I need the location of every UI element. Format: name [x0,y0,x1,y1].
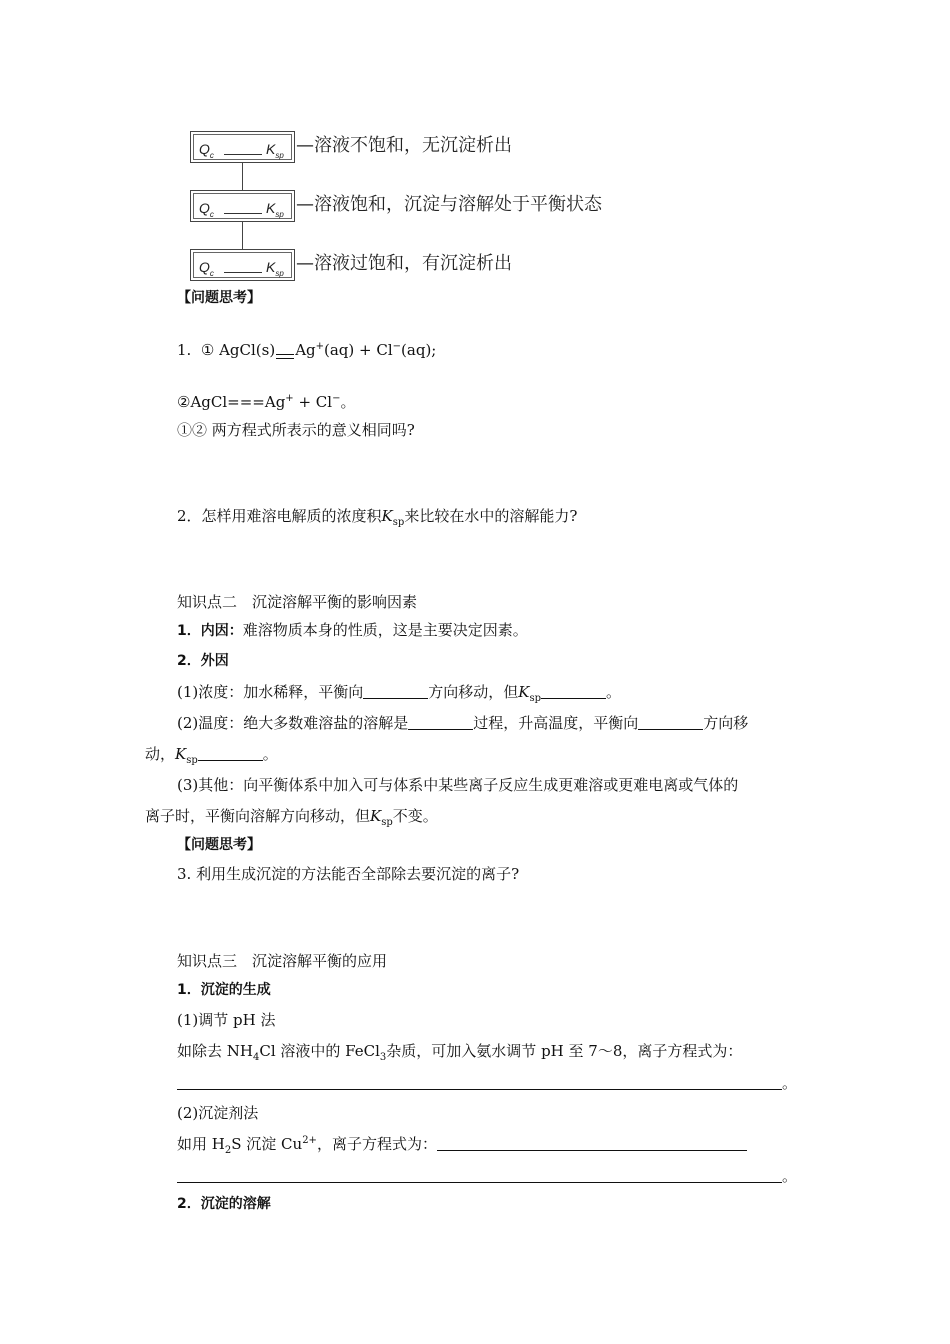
section-2-item-2: 2．外因 [177,653,229,669]
fill-blank[interactable] [541,684,606,699]
diagram-connector [242,163,243,191]
fill-blank[interactable] [437,1136,747,1151]
fill-blank[interactable] [363,684,428,699]
fill-blank[interactable] [408,715,473,730]
question-heading: 【问题思考】 [177,837,261,853]
diagram-box-3: $Q_c$ $K_{sp}$ [190,249,295,281]
diagram-text-3: —溶液过饱和，有沉淀析出 [296,253,512,274]
section-2-temperature: (2)温度：绝大多数难溶盐的溶解是 过程，升高温度，平衡向 方向移 [177,714,749,732]
section-3-item-1: 1．沉淀的生成 [177,982,271,998]
question-3-text: 3. 利用生成沉淀的方法能否全部除去要沉淀的离子? [177,865,520,883]
section-3-precipitant-example: 如用 $H_2S$ 沉淀 $Cu^{2+}$，离子方程式为： [177,1134,747,1154]
fill-blank[interactable] [198,746,263,761]
section-3-precipitant-method: (2)沉淀剂法 [177,1104,259,1122]
diagram-connector [242,222,243,250]
section-2-title: 知识点二 沉淀溶解平衡的影响因素 [177,593,418,611]
question-1-equation-2: ②AgCl===Ag+ + Cl−。 [177,393,356,411]
diagram-box-1: $Q_c$ $K_{sp}$ [190,131,295,163]
section-2-concentration: (1)浓度：加水稀释，平衡向 方向移动，但$K_{sp}$ 。 [177,683,622,704]
section-2-item-1: 1．内因：难溶物质本身的性质，这是主要决定因素。 [177,621,528,639]
section-2-temperature-cont: 动，$K_{sp}$ 。 [145,745,278,766]
fill-blank[interactable] [638,715,703,730]
fill-blank[interactable] [177,1075,782,1090]
section-3-item-2: 2．沉淀的溶解 [177,1196,271,1212]
section-3-title: 知识点三 沉淀溶解平衡的应用 [177,952,388,970]
section-2-other: (3)其他：向平衡体系中加入可与体系中某些离子反应生成更难溶或更难电离或气体的 [177,776,739,794]
fill-blank[interactable] [177,1168,782,1183]
question-1-equation-1: 1. ① AgCl(s) Ag+(aq) + Cl−(aq); [177,341,437,359]
section-3-ph-method: (1)调节 pH 法 [177,1011,276,1029]
diagram-box-2: $Q_c$ $K_{sp}$ [190,190,295,222]
question-2-text: 2．怎样用难溶电解质的浓度积$K_{sp}$来比较在水中的溶解能力? [177,507,578,528]
answer-line: 。 [177,1073,797,1093]
section-2-other-cont: 离子时，平衡向溶解方向移动，但$K_{sp}$不变。 [145,807,438,828]
question-heading: 【问题思考】 [177,290,261,306]
diagram-text-1: —溶液不饱和，无沉淀析出 [296,135,512,156]
question-1-text: ①② 两方程式所表示的意义相同吗? [177,421,415,439]
answer-line: 。 [177,1166,797,1186]
equilibrium-arrow-icon [275,345,295,359]
section-3-ph-example: 如除去 $NH_4Cl$ 溶液中的 FeCl$_3$杂质，可加入氨水调节 pH 至 7～8，离子方程式为： [177,1042,743,1063]
diagram-text-2: —溶液饱和，沉淀与溶解处于平衡状态 [296,194,602,215]
